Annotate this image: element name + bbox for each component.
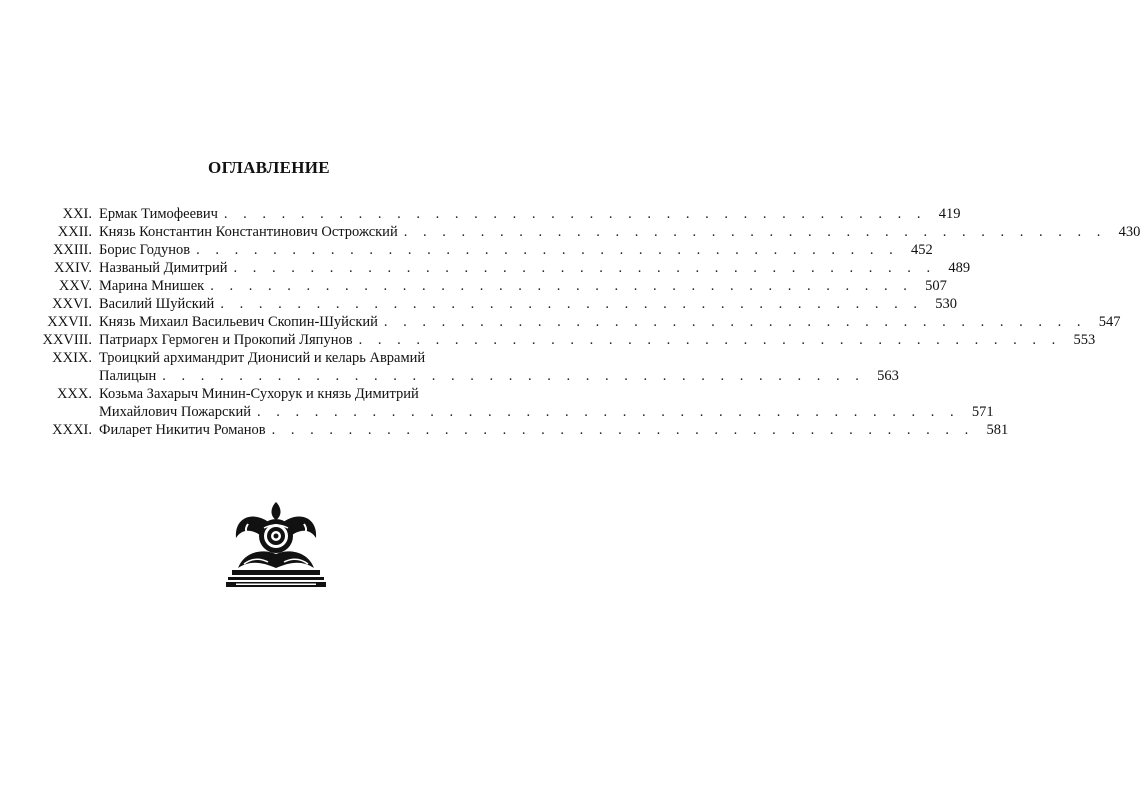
table-of-contents — [28, 205, 1140, 439]
toc-entry — [28, 385, 994, 421]
toc-entry-page: 563 — [877, 368, 899, 384]
toc-entry-page: 547 — [1098, 314, 1121, 330]
toc-entry-number: XXVIII. — [42, 332, 92, 348]
toc-entry — [28, 259, 971, 277]
toc-entry — [28, 277, 947, 295]
toc-entry-page: 419 — [938, 206, 961, 222]
toc-entry-title: Князь Михаил Васильевич Скопин-Шуйский — [99, 314, 378, 330]
dot-leader: . . . . . . . . . . . . . . . . . . . . . . . . . . . . . . . . . . . . . — [233, 260, 937, 276]
toc-entry — [28, 205, 961, 223]
toc-entry — [28, 331, 1096, 349]
toc-entry-number: XXVI. — [52, 296, 92, 312]
toc-entry-page: 553 — [1073, 332, 1096, 348]
dot-leader: . . . . . . . . . . . . . . . . . . . . . . . . . . . . . . . . . . . . . — [223, 206, 927, 222]
toc-entry — [28, 421, 1009, 439]
toc-entry-title: Палицын — [99, 368, 157, 384]
dot-leader: . . . . . . . . . . . . . . . . . . . . . . . . . . . . . . . . . . . . . — [210, 278, 913, 294]
toc-entry-page: 430 — [1118, 224, 1140, 240]
toc-entry-title: Патриарх Гермоген и Прокопий Ляпунов — [99, 332, 353, 348]
toc-entry-title: Михайлович Пожарский — [99, 404, 251, 420]
toc-entry-title: Троицкий архимандрит Дионисий и келарь Аврамий — [99, 350, 426, 366]
toc-entry-number: XXIII. — [52, 242, 92, 258]
toc-entry-number: XXII. — [57, 224, 92, 240]
dot-leader: . . . . . . . . . . . . . . . . . . . . . . . . . . . . . . . . . . . . . — [220, 296, 923, 312]
toc-entry — [28, 241, 933, 259]
toc-entry — [28, 295, 957, 313]
dot-leader: . . . . . . . . . . . . . . . . . . . . . . . . . . . . . . . . . . . . . — [358, 332, 1062, 348]
toc-entry-number: XXIX. — [52, 350, 92, 366]
dot-leader: . . . . . . . . . . . . . . . . . . . . . . . . . . . . . . . . . . . . . — [162, 368, 865, 384]
dot-leader: . . . . . . . . . . . . . . . . . . . . . . . . . . . . . . . . . . . . . — [403, 224, 1107, 240]
toc-entry-title: Ермак Тимофеевич — [99, 206, 218, 222]
toc-entry-title: Василий Шуйский — [99, 296, 215, 312]
toc-entry-number: XXXI. — [52, 422, 92, 438]
toc-entry-title: Козьма Захарыч Минин-Сухорук и князь Димитрий — [99, 386, 419, 402]
toc-entry-number: XXI. — [62, 206, 92, 222]
toc-entry-title: Названый Димитрий — [99, 260, 228, 276]
dot-leader: . . . . . . . . . . . . . . . . . . . . . . . . . . . . . . . . . . . . . — [256, 404, 960, 420]
toc-entry-title: Марина Мнишек — [99, 278, 205, 294]
dot-leader: . . . . . . . . . . . . . . . . . . . . . . . . . . . . . . . . . . . . . — [271, 422, 975, 438]
toc-entry-page: 507 — [925, 278, 947, 294]
toc-entry-page: 530 — [935, 296, 957, 312]
toc-entry-page: 452 — [910, 242, 933, 258]
toc-entry-page: 571 — [971, 404, 994, 420]
toc-entry — [28, 223, 1140, 241]
toc-entry-number: XXV. — [58, 278, 92, 294]
toc-entry-number: XXIV. — [54, 260, 92, 276]
page-title: ОГЛАВЛЕНИЕ — [208, 158, 330, 177]
toc-entry — [28, 349, 899, 385]
toc-entry-number: XXX. — [56, 386, 92, 402]
toc-entry — [28, 313, 1121, 331]
toc-entry-title: Князь Константин Константинович Острожский — [99, 224, 398, 240]
dot-leader: . . . . . . . . . . . . . . . . . . . . . . . . . . . . . . . . . . . . . — [383, 314, 1087, 330]
dot-leader: . . . . . . . . . . . . . . . . . . . . . . . . . . . . . . . . . . . . . — [196, 242, 899, 258]
toc-entry-number: XXVII. — [47, 314, 92, 330]
toc-entry-title: Филарет Никитич Романов — [99, 422, 266, 438]
floral-vignette-icon — [226, 498, 326, 590]
toc-entry-page: 581 — [986, 422, 1009, 438]
toc-entry-title: Борис Годунов — [99, 242, 191, 258]
toc-entry-page: 489 — [948, 260, 971, 276]
